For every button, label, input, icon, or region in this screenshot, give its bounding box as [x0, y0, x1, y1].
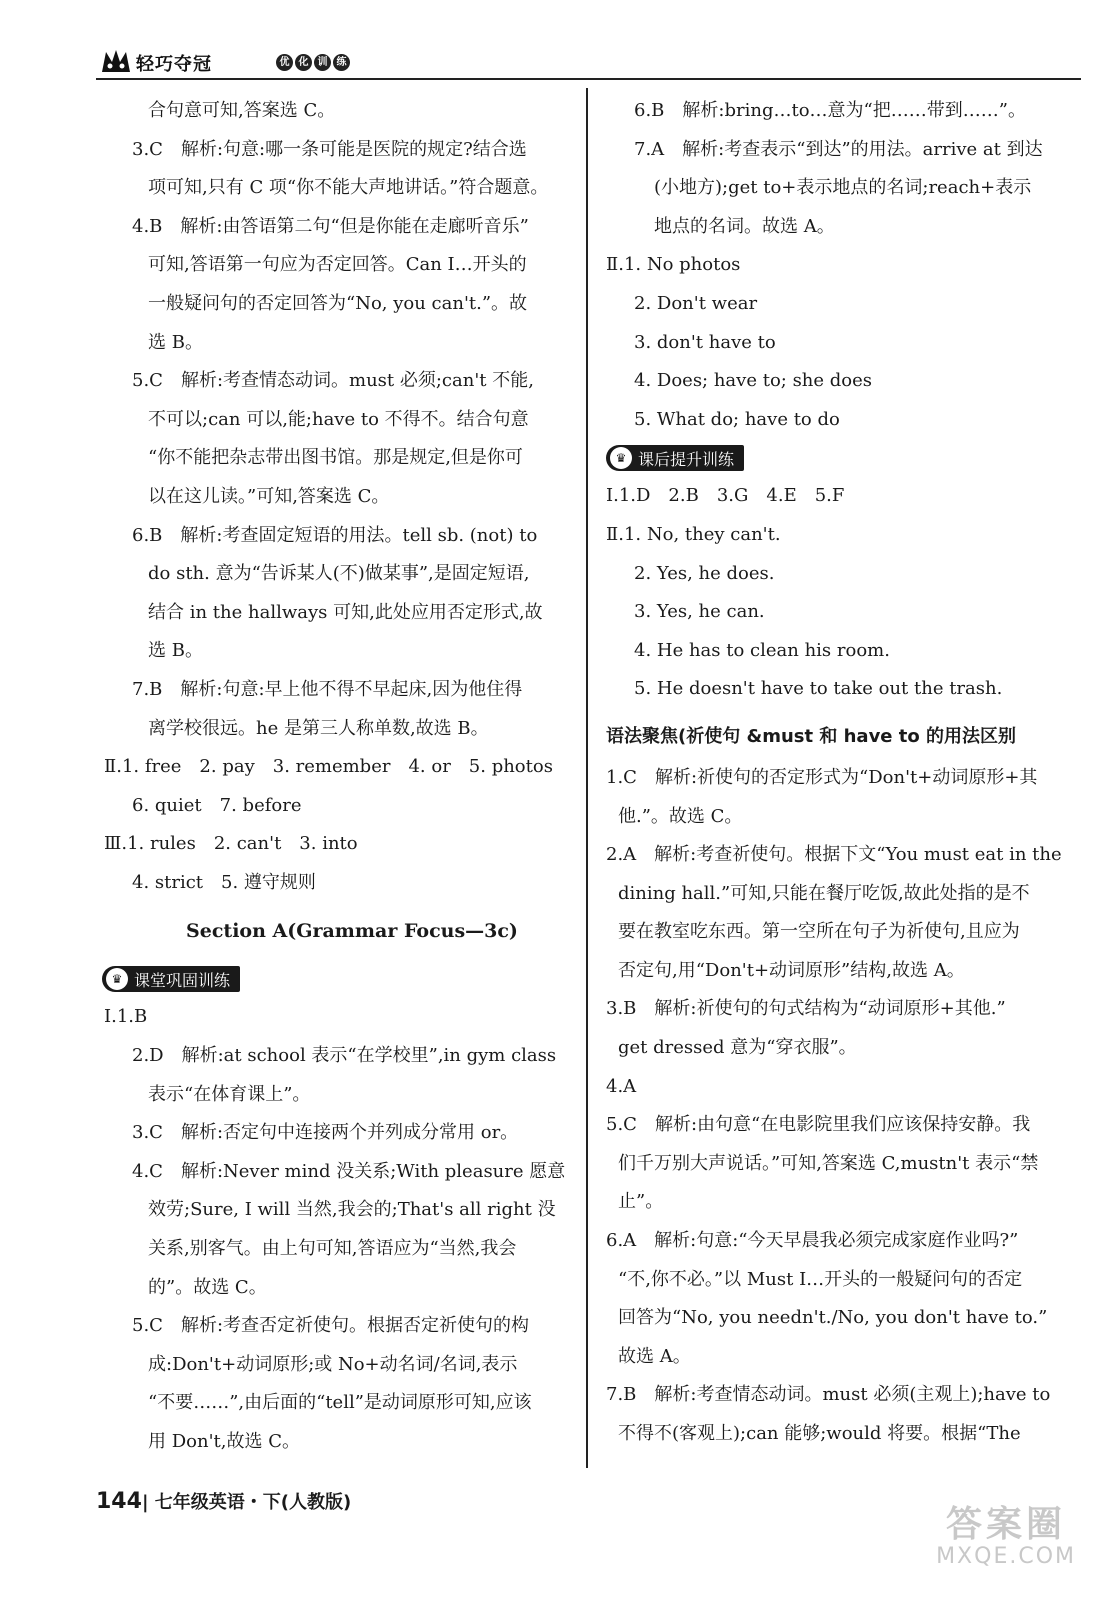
- text-line: 表示“在体育课上”。: [148, 1083, 311, 1105]
- text-line: dining hall.”可知,只能在餐厅吃饭,故此处指的是不: [618, 882, 1030, 904]
- page-number: 144: [96, 1489, 142, 1514]
- text-line: “你不能把杂志带出图书馆。那是规定,但是你可: [148, 447, 523, 469]
- text-line: 选 B。: [148, 331, 203, 353]
- text-line: 们千万别大声说话。”可知,答案选 C,mustn't 表示“禁: [618, 1152, 1039, 1174]
- text-line: “不,你不必。”以 Must I…开头的一般疑问句的否定: [618, 1268, 1023, 1290]
- watermark-url: MXQE.COM: [936, 1543, 1076, 1569]
- text-line: 5.C 解析:由句意“在电影院里我们应该保持安静。我: [606, 1114, 1031, 1136]
- text-line: “不要……”,由后面的“tell”是动词原形可知,应该: [148, 1392, 532, 1414]
- text-line: 6.B 解析:考查固定短语的用法。tell sb. (not) to: [132, 524, 538, 546]
- text-line: 2. Yes, he does.: [634, 562, 775, 584]
- text-line: 结合 in the hallways 可知,此处应用否定形式,故: [148, 601, 543, 623]
- right-column: [606, 92, 1076, 1454]
- section-title: Section A(Grammar Focus—3c): [186, 920, 518, 943]
- text-line: 关系,别客气。由上句可知,答语应为“当然,我会: [148, 1238, 517, 1260]
- text-line: 4. He has to clean his room.: [634, 639, 890, 661]
- text-line: 要在教室吃东西。第一空所在句子为祈使句,且应为: [618, 921, 1020, 943]
- text-line: 项可知,只有 C 项“你不能大声地讲话。”符合题意。: [148, 177, 549, 199]
- text-line: 7.A 解析:考查表示“到达”的用法。arrive at 到达: [634, 138, 1043, 160]
- text-line: get dressed 意为“穿衣服”。: [618, 1037, 857, 1059]
- text-line: 效劳;Sure, I will 当然,我会的;That's all right 没: [148, 1199, 556, 1221]
- text-line: Ⅰ.1.D 2.B 3.G 4.E 5.F: [606, 485, 845, 507]
- text-line: 用 Don't,故选 C。: [148, 1431, 300, 1452]
- left-column: [104, 92, 572, 1462]
- text-line: 回答为“No, you needn't./No, you don't have to.”: [618, 1307, 1048, 1329]
- text-line: 6.B 解析:bring…to…意为“把……带到……”。: [634, 100, 1026, 121]
- text-line: 5. What do; have to do: [634, 408, 840, 430]
- text-line: 他.”。故选 C。: [618, 805, 743, 827]
- text-line: 止”。: [618, 1191, 664, 1213]
- watermark-text: 答案圈: [946, 1504, 1067, 1545]
- text-line: 1.C 解析:祈使句的否定形式为“Don't+动词原形+其: [606, 766, 1038, 788]
- text-line: Ⅱ.1. free 2. pay 3. remember 4. or 5. photos: [104, 756, 553, 778]
- badge: 优: [276, 54, 293, 71]
- crown-icon: ♛: [106, 968, 128, 990]
- badge: 训: [314, 54, 331, 71]
- text-line: 7.B 解析:句意:早上他不得不早起床,因为他住得: [132, 678, 523, 700]
- text-line: 合句意可知,答案选 C。: [148, 100, 336, 121]
- text-line: 2.D 解析:at school 表示“在学校里”,in gym class: [132, 1045, 557, 1067]
- watermark: [936, 1505, 1076, 1569]
- text-line: 3.C 解析:否定句中连接两个并列成分常用 or。: [132, 1122, 519, 1144]
- text-line: 3. Yes, he can.: [634, 601, 765, 623]
- text-line: 4. strict 5. 遵守规则: [132, 871, 316, 893]
- text-line: 故选 A。: [618, 1345, 691, 1367]
- header-divider: [96, 78, 1081, 80]
- text-line: 不得不(客观上);can 能够;would 将要。根据“The: [618, 1423, 1021, 1444]
- text-line: 7.B 解析:考查情态动词。must 必须(主观上);have to: [606, 1384, 1051, 1406]
- text-line: 成:Don't+动词原形;或 No+动名词/名词,表示: [148, 1353, 518, 1375]
- text-line: 选 B。: [148, 640, 203, 662]
- footer-separator: |: [141, 1492, 155, 1513]
- text-line: 不可以;can 可以,能;have to 不得不。结合句意: [148, 408, 529, 430]
- text-line: 的”。故选 C。: [148, 1276, 267, 1298]
- brand-logo-icon: [96, 46, 136, 78]
- text-line: 6.A 解析:句意:“今天早晨我必须完成家庭作业吗?”: [606, 1230, 1019, 1252]
- section-banner: [606, 445, 744, 471]
- text-line: (小地方);get to+表示地点的名词;reach+表示: [654, 177, 1032, 199]
- text-line: 一般疑问句的否定回答为“No, you can't.”。故: [148, 292, 528, 314]
- text-line: 5.C 解析:考查否定祈使句。根据否定祈使句的构: [132, 1315, 530, 1337]
- text-line: Ⅲ.1. rules 2. can't 3. into: [104, 833, 358, 855]
- text-line: 3. don't have to: [634, 331, 776, 353]
- text-line: 5.C 解析:考查情态动词。must 必须;can't 不能,: [132, 370, 534, 392]
- banner-label: 课后提升训练: [638, 449, 735, 469]
- grammar-heading: 语法聚焦(祈使句 &must 和 have to 的用法区别: [606, 725, 1017, 747]
- text-line: 否定句,用“Don't+动词原形”结构,故选 A。: [618, 959, 965, 981]
- text-line: 3.B 解析:祈使句的句式结构为“动词原形+其他.”: [606, 998, 1006, 1020]
- text-line: 4. Does; have to; she does: [634, 370, 873, 392]
- text-line: 以在这儿读。”可知,答案选 C。: [148, 485, 390, 507]
- text-line: Ⅰ.1.B: [104, 1006, 148, 1028]
- text-line: Ⅱ.1. No, they can't.: [606, 523, 781, 545]
- brand-name: 轻巧夺冠: [136, 54, 212, 75]
- banner-wrapper: [606, 439, 1076, 477]
- column-divider: [586, 88, 588, 1468]
- section-banner: [102, 966, 240, 992]
- book-title: 七年级英语・下(人教版): [154, 1492, 352, 1513]
- badge: 练: [333, 54, 350, 71]
- page-footer: [96, 1488, 351, 1514]
- text-line: 6. quiet 7. before: [132, 794, 302, 816]
- text-line: 地点的名词。故选 A。: [654, 215, 835, 237]
- crown-icon: ♛: [610, 447, 632, 469]
- banner-wrapper: [102, 960, 572, 998]
- text-line: 3.C 解析:句意:哪一条可能是医院的规定?结合选: [132, 138, 527, 160]
- text-line: 离学校很远。he 是第三人称单数,故选 B。: [148, 717, 489, 739]
- text-line: 2. Don't wear: [634, 292, 758, 314]
- text-line: 4.C 解析:Never mind 没关系;With pleasure 愿意: [132, 1160, 566, 1182]
- banner-label: 课堂巩固训练: [134, 970, 231, 990]
- text-line: Ⅱ.1. No photos: [606, 254, 741, 276]
- text-line: 可知,答语第一句应为否定回答。Can I…开头的: [148, 254, 527, 276]
- badge: 化: [295, 54, 312, 71]
- text-line: 5. He doesn't have to take out the trash.: [634, 678, 1003, 700]
- brand-badges: [276, 54, 350, 71]
- text-line: 4.B 解析:由答语第二句“但是你能在走廊听音乐”: [132, 215, 529, 237]
- text-line: do sth. 意为“告诉某人(不)做某事”,是固定短语,: [148, 563, 530, 585]
- text-line: 2.A 解析:考查祈使句。根据下文“You must eat in the: [606, 844, 1062, 866]
- text-line: 4.A: [606, 1075, 637, 1097]
